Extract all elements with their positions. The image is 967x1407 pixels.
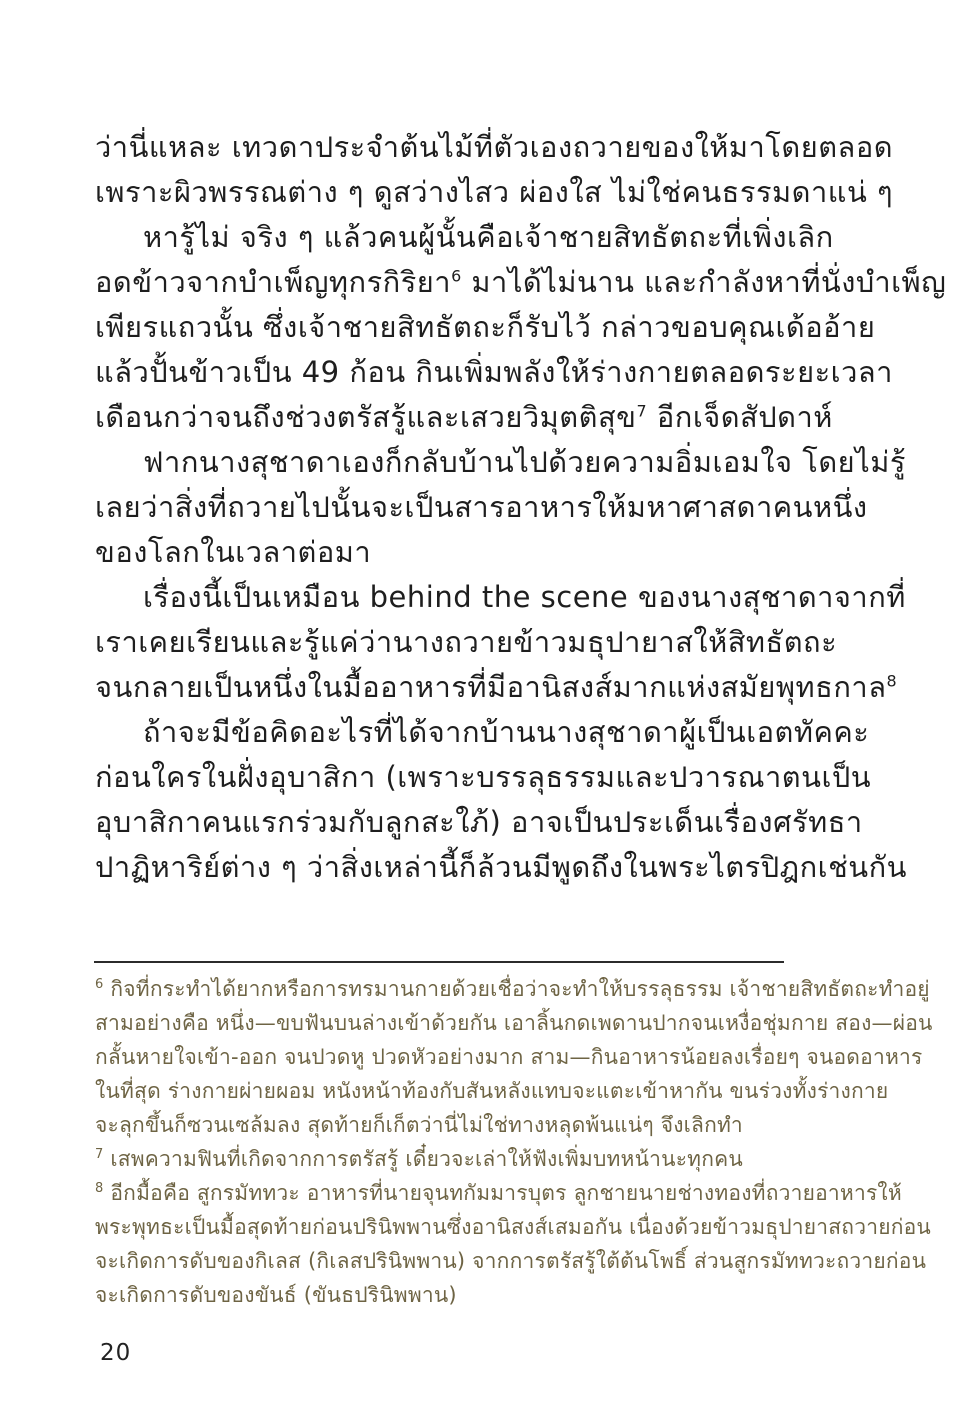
text-run: ในที่สุด ร่างกายผ่ายผอม หนังหน้าท้องกับสันหลังแทบจะแตะเข้าหากัน ขนร่วงทั้งร่างกาย <box>95 1079 889 1103</box>
text-run: อุบาสิกาคนแรกร่วมกับลูกสะใภ้) อาจเป็นประเด็นเรื่องศรัทธา <box>95 805 863 839</box>
footnote-line <box>95 1006 933 1040</box>
text-run: เสพความฟินที่เกิดจากการตรัสรู้ เดี๋ยวจะเล่าให้ฟังเพิ่มบทหน้านะทุกคน <box>103 1147 743 1171</box>
footnote-line <box>95 1108 890 1142</box>
text-run: จนกลายเป็นหนึ่งในมื้ออาหารที่มีอานิสงส์มากแห่งสมัยพุทธกาล <box>95 670 887 704</box>
text-run: สามอย่างคือ หนึ่ง—ขบฟันบนล่างเข้าด้วยกัน เอาลิ้นกดเพดานปากจนเหงื่อชุ่มกาย สอง—ผ่อน <box>95 1011 933 1035</box>
text-run: เลยว่าสิ่งที่ถวายไปนั้นจะเป็นสารอาหารให้มหาศาสดาคนหนึ่ง <box>95 490 868 524</box>
body-text-line <box>95 350 893 395</box>
footnote-ref-superscript: 8 <box>886 671 898 691</box>
text-run: กลั้นหายใจเข้า-ออก จนปวดหู ปวดหัวอย่างมาก สาม—กินอาหารน้อยลงเรื่อยๆ จนอดอาหาร <box>95 1045 923 1069</box>
text-run: ฟากนางสุชาดาเองก็กลับบ้านไปด้วยความอิ่มเอมใจ โดยไม่รู้ <box>143 445 906 479</box>
text-run: เพียรแถวนั้น ซึ่งเจ้าชายสิทธัตถะก็รับไว้ กล่าวขอบคุณเด้ออ้าย <box>95 310 876 344</box>
text-run: อีกเจ็ดสัปดาห์ <box>647 400 833 434</box>
footnote-ref-superscript: 6 <box>451 266 462 286</box>
body-text-line <box>95 710 890 755</box>
text-run: เรื่องนี้เป็นเหมือน behind the scene ของนางสุชาดาจากที่ <box>143 580 906 614</box>
footnote-line <box>95 1040 923 1074</box>
body-text-line <box>95 530 890 575</box>
text-run: เพราะผิวพรรณต่าง ๆ ดูสว่างไสว ผ่องใส ไม่ใช่คนธรรมดาแน่ ๆ <box>95 175 894 209</box>
footnote-line <box>95 1244 927 1278</box>
footnote-line <box>95 1176 902 1210</box>
footnote-line <box>95 972 930 1006</box>
text-run: เราเคยเรียนและรู้แค่ว่านางถวายข้าวมธุปายาสให้สิทธัตถะ <box>95 625 838 659</box>
footnote-ref-superscript: 7 <box>95 1147 104 1162</box>
body-text-line <box>95 665 898 710</box>
text-run: จะเกิดการดับของกิเลส (กิเลสปรินิพพาน) จากการตรัสรู้ใต้ต้นโพธิ์ ส่วนสูกรมัททวะถวายก่อน <box>95 1249 927 1273</box>
text-run: จะลุกขึ้นก็ซวนเซล้มลง สุดท้ายก็เก็ตว่านี่ไม่ใช่ทางหลุดพ้นแน่ๆ จึงเลิกทำ <box>95 1113 743 1137</box>
text-run: พระพุทธะเป็นมื้อสุดท้ายก่อนปรินิพพานซึ่งอานิสงส์เสมอกัน เนื่องด้วยข้าวมธุปายาสถวายก่อน <box>95 1215 931 1239</box>
footnote-divider <box>94 961 784 963</box>
text-run: จะเกิดการดับของขันธ์ (ขันธปรินิพพาน) <box>95 1283 457 1307</box>
body-text-line <box>95 440 906 485</box>
body-text-line <box>95 260 947 305</box>
body-text-line <box>95 305 890 350</box>
body-text-line <box>95 215 890 260</box>
footnote-line <box>95 1074 890 1108</box>
footnote-line <box>95 1278 890 1312</box>
text-run: เดือนกว่าจนถึงช่วงตรัสรู้และเสวยวิมุตติสุข <box>95 400 637 434</box>
footnote-ref-superscript: 8 <box>95 1181 104 1196</box>
text-run: ว่านี่แหละ เทวดาประจำต้นไม้ที่ตัวเองถวายของให้มาโดยตลอด <box>95 130 894 164</box>
text-run: ก่อนใครในฝั่งอุบาสิกา (เพราะบรรลุธรรมและปวารณาตนเป็น <box>95 760 872 794</box>
footnote-ref-superscript: 7 <box>636 401 648 421</box>
text-run: มาได้ไม่นาน และกำลังหาที่นั่งบำเพ็ญ <box>461 265 947 299</box>
body-text-line <box>95 170 894 215</box>
body-text-line <box>95 485 890 530</box>
body-text-line <box>95 620 890 665</box>
text-run: อีกมื้อคือ สูกรมัททวะ อาหารที่นายจุนทกัมมารบุตร ลูกชายนายช่างทองที่ถวายอาหารให้ <box>103 1181 902 1205</box>
text-run: หารู้ไม่ จริง ๆ แล้วคนผู้นั้นคือเจ้าชายสิทธัตถะที่เพิ่งเลิก <box>143 220 834 254</box>
body-text-line <box>95 125 894 170</box>
footnotes-block <box>95 972 933 1312</box>
text-run: ถ้าจะมีข้อคิดอะไรที่ได้จากบ้านนางสุชาดาผู้เป็นเอตทัคคะ <box>143 715 870 749</box>
body-text-line <box>95 755 890 800</box>
body-text-line <box>95 800 890 845</box>
footnote-line <box>95 1142 890 1176</box>
text-run: กิจที่กระทำได้ยากหรือการทรมานกายด้วยเชื่อว่าจะทำให้บรรลุธรรม เจ้าชายสิทธัตถะทำอยู่ <box>103 977 930 1001</box>
body-text-line <box>95 395 890 440</box>
text-run: อดข้าวจากบำเพ็ญทุกรกิริยา <box>95 265 452 299</box>
footnote-line <box>95 1210 931 1244</box>
page-number: 20 <box>100 1340 132 1366</box>
footnote-ref-superscript: 6 <box>95 977 104 992</box>
body-text-block <box>95 125 947 890</box>
text-run: ปาฏิหาริย์ต่าง ๆ ว่าสิ่งเหล่านี้ก็ล้วนมีพูดถึงในพระไตรปิฎกเช่นกัน <box>95 850 907 884</box>
text-run: แล้วปั้นข้าวเป็น 49 ก้อน กินเพิ่มพลังให้ร่างกายตลอดระยะเวลา <box>95 355 893 389</box>
body-text-line <box>95 575 906 620</box>
body-text-line <box>95 845 907 890</box>
text-run: ของโลกในเวลาต่อมา <box>95 535 372 569</box>
